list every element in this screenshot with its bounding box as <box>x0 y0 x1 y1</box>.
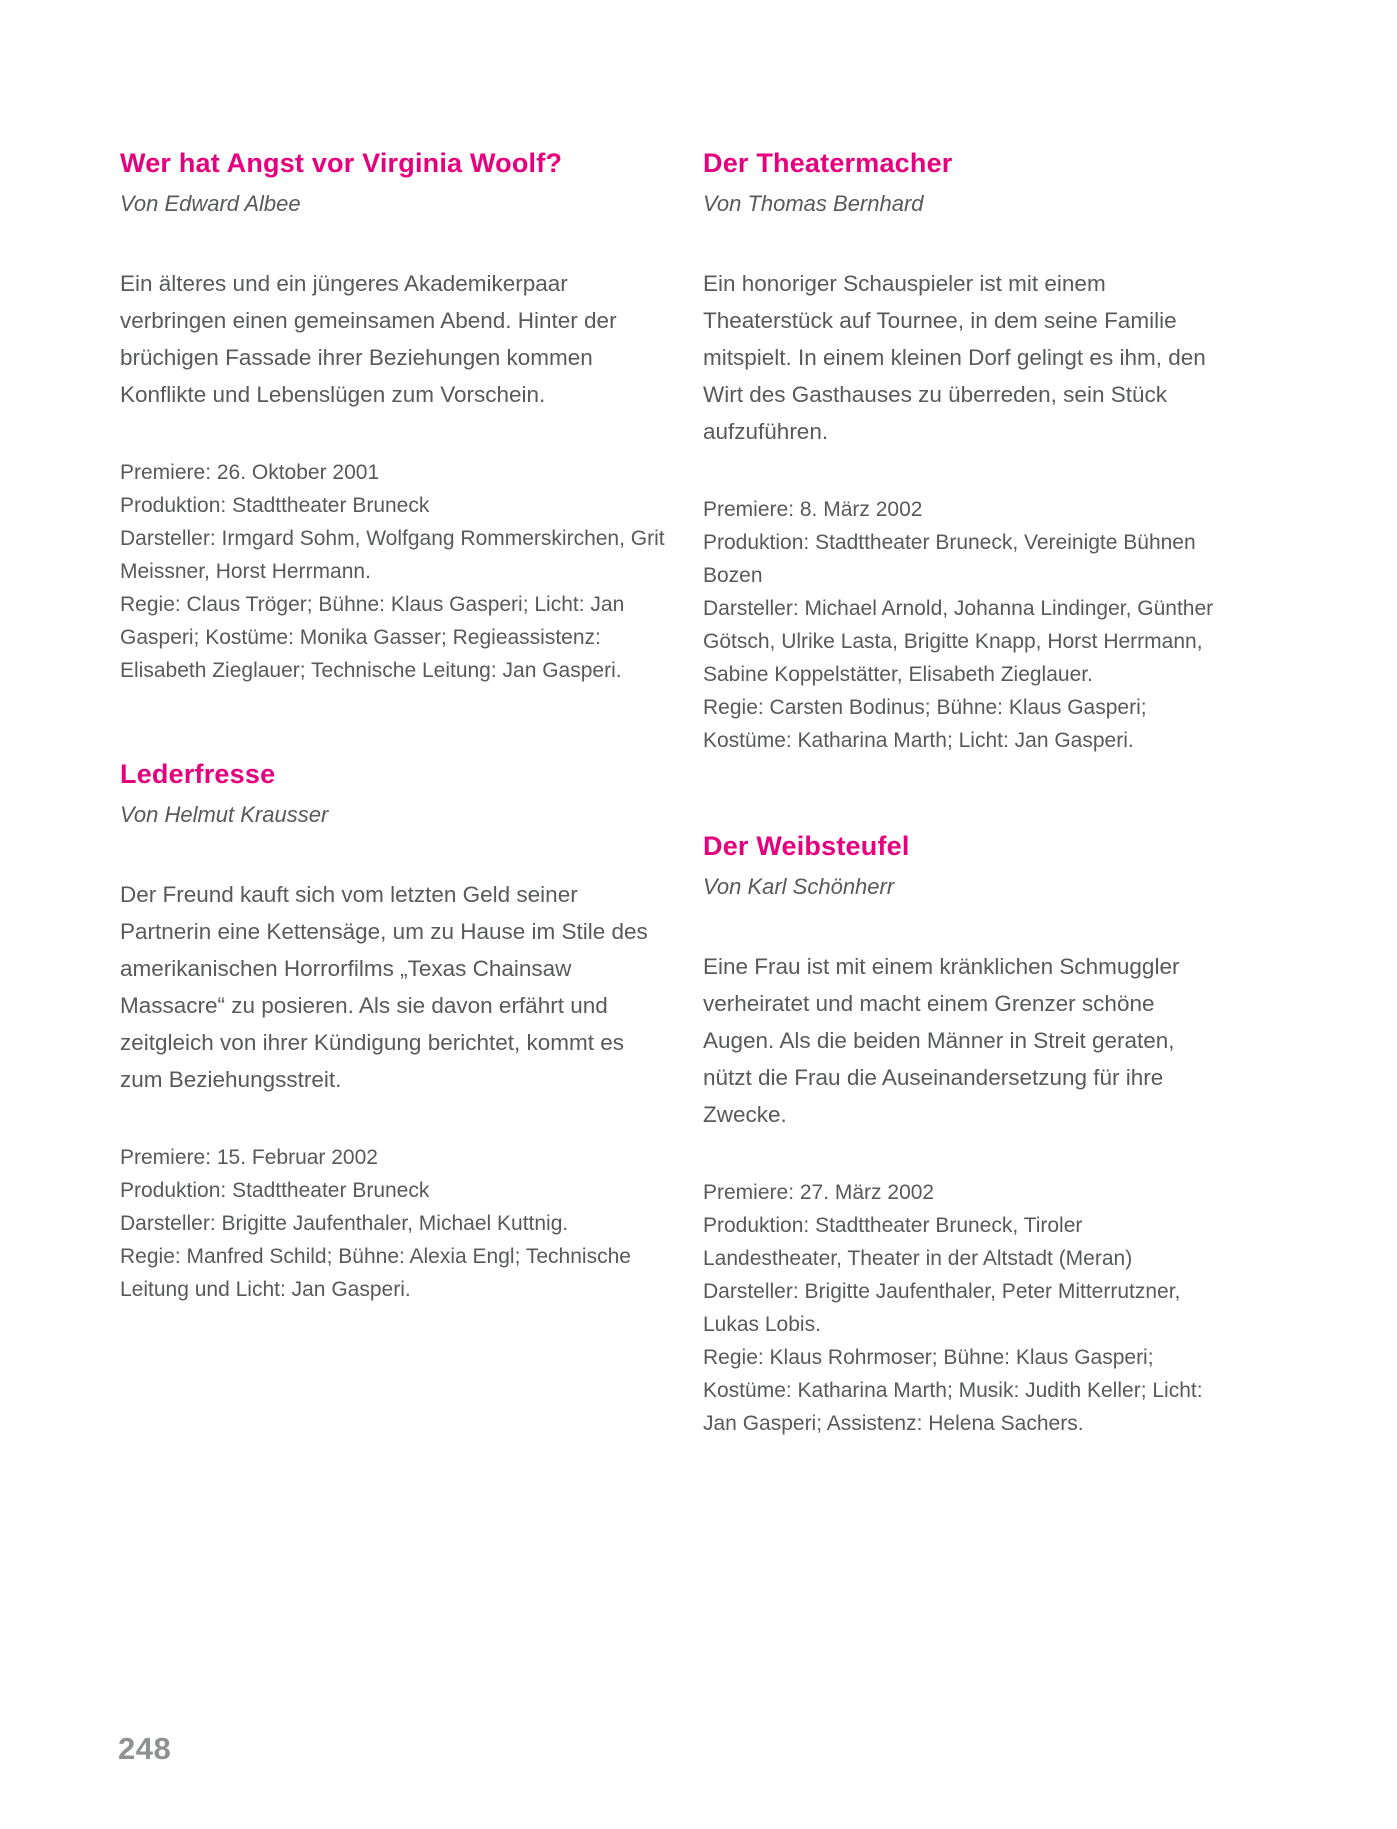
play-title: Wer hat Angst vor Virginia Woolf? <box>120 148 563 178</box>
credit-line-regie: Regie: Manfred Schild; Bühne: Alexia Engl; Technische Leitung und Licht: Jan Gasperi. <box>120 1245 631 1301</box>
play-credits <box>120 1141 668 1306</box>
play-credits <box>703 493 1218 757</box>
credit-line-regie: Regie: Claus Tröger; Bühne: Klaus Gasperi; Licht: Jan Gasperi; Kostüme: Monika Gasser; Regieassistenz: Elisabeth Zieglauer; Technische Leitung: Jan Gasperi. <box>120 593 625 682</box>
play-section-theatermacher <box>703 147 1218 757</box>
play-description: Ein honoriger Schauspieler ist mit einem Theaterstück auf Tournee, in dem seine Familie mitspielt. In einem kleinen Dorf gelingt es ihm, den Wirt des Gasthauses zu überreden, sein Stück aufzuführen. <box>703 271 1206 444</box>
credit-line-premiere: Premiere: 27. März 2002 <box>703 1181 935 1204</box>
credit-line-produktion: Produktion: Stadttheater Bruneck, Tiroler Landestheater, Theater in der Altstadt (Meran) <box>703 1214 1133 1270</box>
credit-line-premiere: Premiere: 8. März 2002 <box>703 498 923 521</box>
play-section-lederfresse <box>120 758 668 1306</box>
left-column <box>120 147 668 1306</box>
play-section-weibsteufel <box>703 830 1218 1440</box>
credit-line-premiere: Premiere: 15. Februar 2002 <box>120 1146 378 1169</box>
credit-line-darsteller: Darsteller: Brigitte Jaufenthaler, Michael Kuttnig. <box>120 1212 569 1235</box>
play-title: Lederfresse <box>120 759 276 789</box>
credit-line-produktion: Produktion: Stadttheater Bruneck, Vereinigte Bühnen Bozen <box>703 531 1196 587</box>
credit-line-premiere: Premiere: 26. Oktober 2001 <box>120 461 380 484</box>
play-section-virginia-woolf <box>120 147 668 687</box>
play-credits <box>120 456 668 687</box>
credit-line-regie: Regie: Klaus Rohrmoser; Bühne: Klaus Gasperi; Kostüme: Katharina Marth; Musik: Judith Keller; Licht: Jan Gasperi; Assistenz: Helena Sachers. <box>703 1346 1203 1435</box>
right-column <box>703 147 1218 1440</box>
credit-line-darsteller: Darsteller: Brigitte Jaufenthaler, Peter Mitterrutzner, Lukas Lobis. <box>703 1280 1181 1336</box>
credit-line-regie: Regie: Carsten Bodinus; Bühne: Klaus Gasperi; Kostüme: Katharina Marth; Licht: Jan Gasperi. <box>703 696 1147 752</box>
play-author: Von Karl Schönherr <box>703 874 895 899</box>
play-author: Von Edward Albee <box>120 191 301 216</box>
play-description: Ein älteres und ein jüngeres Akademikerpaar verbringen einen gemeinsamen Abend. Hinter der brüchigen Fassade ihrer Beziehungen kommen Konflikte und Lebenslügen zum Vorschein. <box>120 271 617 407</box>
credit-line-produktion: Produktion: Stadttheater Bruneck <box>120 494 430 517</box>
play-author: Von Thomas Bernhard <box>703 191 924 216</box>
play-description: Der Freund kauft sich vom letzten Geld seiner Partnerin eine Kettensäge, um zu Hause im Stile des amerikanischen Horrorfilms „Texas Chainsaw Massacre“ zu posieren. Als sie davon erfährt und zeitgleich von ihrer Kündigung berichtet, kommt es zum Beziehungsstreit. <box>120 882 648 1092</box>
play-author: Von Helmut Krausser <box>120 802 329 827</box>
play-title: Der Weibsteufel <box>703 831 910 861</box>
credit-line-darsteller: Darsteller: Michael Arnold, Johanna Lindinger, Günther Götsch, Ulrike Lasta, Brigitte Knapp, Horst Herrmann, Sabine Koppelstätter, Elisabeth Zieglauer. <box>703 597 1214 686</box>
play-credits <box>703 1176 1218 1440</box>
credit-line-darsteller: Darsteller: Irmgard Sohm, Wolfgang Rommerskirchen, Grit Meissner, Horst Herrmann. <box>120 527 665 583</box>
credit-line-produktion: Produktion: Stadttheater Bruneck <box>120 1179 430 1202</box>
page-number: 248 <box>118 1731 172 1766</box>
play-title: Der Theatermacher <box>703 148 953 178</box>
play-description: Eine Frau ist mit einem kränklichen Schmuggler verheiratet und macht einem Grenzer schöne Augen. Als die beiden Männer in Streit geraten, nützt die Frau die Auseinandersetzung für ihre Zwecke. <box>703 954 1180 1127</box>
